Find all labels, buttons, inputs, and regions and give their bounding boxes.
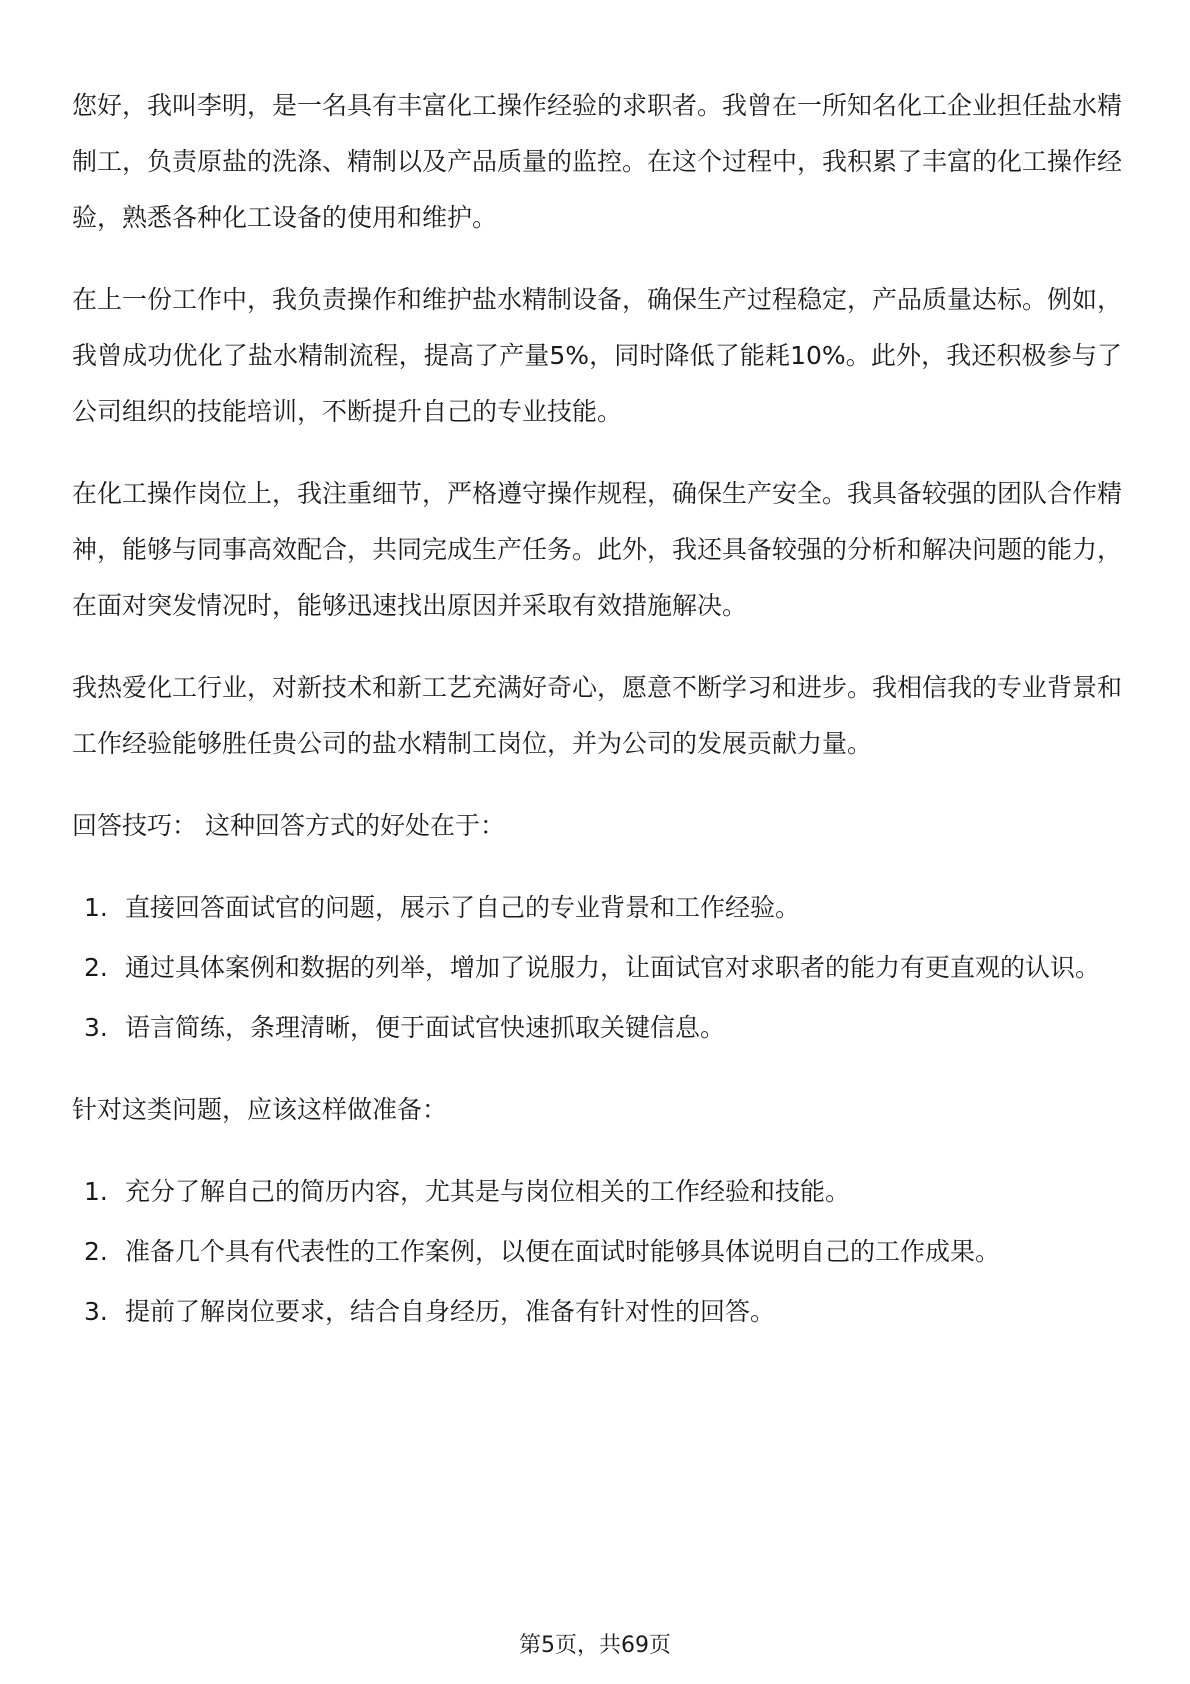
tips-list — [72, 880, 1122, 1056]
list-text: 充分了解自己的简历内容，尤其是与岗位相关的工作经验和技能。 — [125, 1177, 851, 1206]
prep-heading: 针对这类问题，应该这样做准备： — [72, 1095, 448, 1124]
list-item — [72, 1224, 1122, 1280]
list-text: 通过具体案例和数据的列举，增加了说服力，让面试官对求职者的能力有更直观的认识。 — [125, 953, 1101, 982]
list-number: 1. — [84, 1177, 108, 1206]
list-text: 语言简练，条理清晰，便于面试官快速抓取关键信息。 — [125, 1013, 726, 1042]
list-text: 准备几个具有代表性的工作案例，以便在面试时能够具体说明自己的工作成果。 — [125, 1237, 1001, 1266]
list-text: 直接回答面试官的问题，展示了自己的专业背景和工作经验。 — [125, 893, 801, 922]
list-number: 1. — [84, 893, 108, 922]
list-number: 3. — [84, 1297, 108, 1326]
tips-heading: 回答技巧： 这种回答方式的好处在于： — [72, 811, 505, 840]
list-text: 提前了解岗位要求，结合自身经历，准备有针对性的回答。 — [125, 1297, 776, 1326]
list-number: 3. — [84, 1013, 108, 1042]
paragraph-strengths: 在化工操作岗位上，我注重细节，严格遵守操作规程，确保生产安全。我具备较强的团队合作精神，能够与同事高效配合，共同完成生产任务。此外，我还具备较强的分析和解决问题的能力，在面对突发情况时，能够迅速找出原因并采取有效措施解决。 — [72, 479, 1123, 620]
list-item — [72, 1000, 1122, 1056]
prep-list — [72, 1164, 1122, 1340]
paragraph-experience: 在上一份工作中，我负责操作和维护盐水精制设备，确保生产过程稳定，产品质量达标。例如，我曾成功优化了盐水精制流程，提高了产量5%，同时降低了能耗10%。此外，我还积极参与了公司组织的技能培训，不断提升自己的专业技能。 — [72, 285, 1123, 426]
page-footer: 第5页，共69页 — [519, 1633, 671, 1658]
list-number: 2. — [84, 953, 108, 982]
paragraph-intro: 您好，我叫李明，是一名具有丰富化工操作经验的求职者。我曾在一所知名化工企业担任盐水精制工，负责原盐的洗涤、精制以及产品质量的监控。在这个过程中，我积累了丰富的化工操作经验，熟悉各种化工设备的使用和维护。 — [72, 91, 1123, 232]
document-body — [72, 78, 1122, 1366]
list-item — [72, 880, 1122, 936]
paragraph-motivation: 我热爱化工行业，对新技术和新工艺充满好奇心，愿意不断学习和进步。我相信我的专业背景和工作经验能够胜任贵公司的盐水精制工岗位，并为公司的发展贡献力量。 — [72, 673, 1123, 758]
list-number: 2. — [84, 1237, 108, 1266]
list-item — [72, 940, 1122, 996]
list-item — [72, 1284, 1122, 1340]
list-item — [72, 1164, 1122, 1220]
